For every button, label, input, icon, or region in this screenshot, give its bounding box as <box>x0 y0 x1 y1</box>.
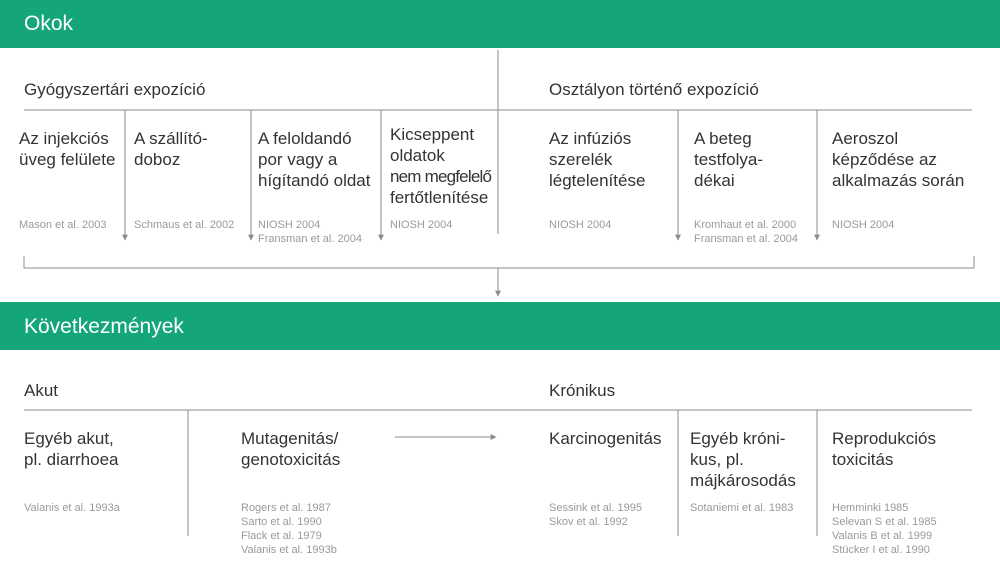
ward-exposure-title: Osztályon történő expozíció <box>549 80 759 99</box>
consequence-other-acute: Egyéb akut, pl. diarrhoea <box>24 429 119 469</box>
cause-infusion-priming: Az infúziós szerelék légtelenítése <box>549 129 646 190</box>
consequence-other-chronic: Egyéb króni- kus, pl. májkárosodás <box>690 429 796 490</box>
cause-shipping-box: A szállító- doboz <box>134 129 208 169</box>
consequence-reproductive-toxicity: Reprodukciós toxicitás <box>832 429 936 469</box>
cause-vial-surface: Az injekciós üveg felülete <box>19 129 116 169</box>
causes-title: Okok <box>24 12 74 35</box>
cause-reconstitution: A feloldandó por vagy a hígítandó oldat <box>258 129 371 190</box>
consequence-refs: Hemminki 1985 Selevan S et al. 1985 Valanis B et al. 1999 Stücker I et al. 1990 <box>832 502 937 556</box>
pharmacy-exposure-title: Gyógyszertári expozíció <box>24 80 206 99</box>
consequence-refs: Rogers et al. 1987 Sarto et al. 1990 Flack et al. 1979 Valanis et al. 1993b <box>241 502 337 556</box>
consequence-carcinogenicity: Karcinogenitás <box>549 429 662 448</box>
cause-spill-disinfection: Kicseppent oldatok nem megfelelő fertőtlenítése <box>390 125 492 207</box>
consequences-title: Következmények <box>24 315 184 338</box>
cause-patient-fluids: A beteg testfolya- dékai <box>694 129 763 190</box>
chronic-title: Krónikus <box>549 381 616 400</box>
cause-refs: NIOSH 2004 <box>549 219 612 231</box>
cause-aerosol: Aeroszol képződése az alkalmazás során <box>832 129 965 190</box>
consequence-mutagenicity: Mutagenitás/ genotoxicitás <box>241 429 341 469</box>
acute-title: Akut <box>24 381 59 400</box>
cause-refs: Mason et al. 2003 <box>19 219 107 231</box>
consequence-refs: Sotaniemi et al. 1983 <box>690 502 794 514</box>
consequence-refs: Valanis et al. 1993a <box>24 502 120 514</box>
cause-refs: NIOSH 2004 <box>390 219 453 231</box>
cause-refs: NIOSH 2004 <box>832 219 895 231</box>
consequence-refs: Sessink et al. 1995 Skov et al. 1992 <box>549 502 642 528</box>
cause-refs: Schmaus et al. 2002 <box>134 219 235 231</box>
causes-bracket <box>24 256 974 268</box>
cause-refs: NIOSH 2004 Fransman et al. 2004 <box>258 219 362 245</box>
cause-refs: Kromhaut et al. 2000 Fransman et al. 2004 <box>694 219 798 245</box>
